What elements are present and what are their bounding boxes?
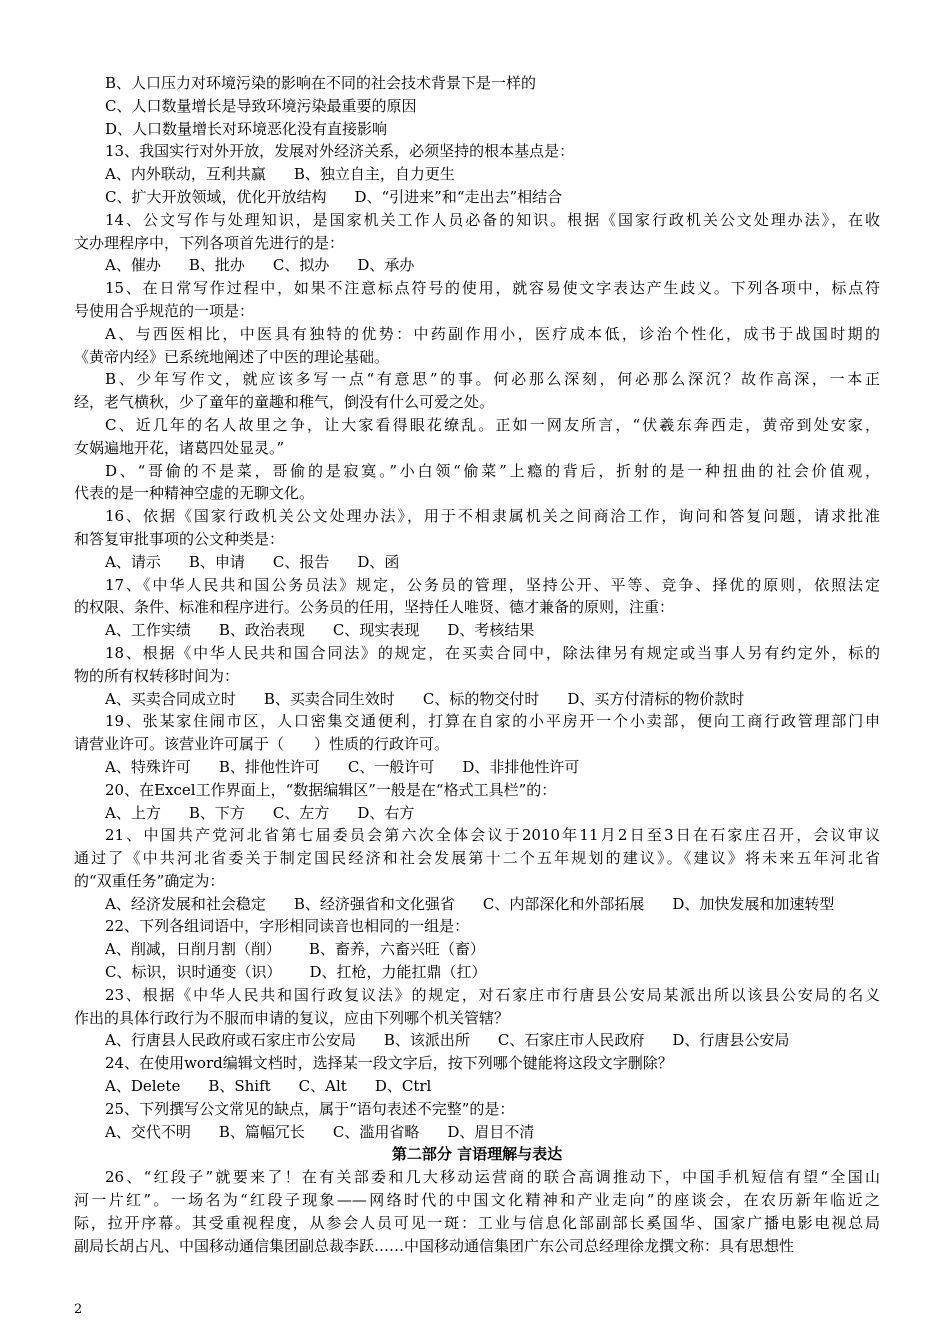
answer-options (74, 254, 880, 277)
answer-option: A、催办 (105, 256, 161, 275)
answer-options (74, 893, 880, 916)
answer-option: B、Shift (208, 1077, 271, 1096)
text-line: 通过了《中共河北省委关于制定国民经济和社会发展第十二个五年规划的建议》。《建议》将未来五年河北省 (74, 849, 880, 868)
answer-option: C、滥用省略 (332, 1122, 420, 1141)
answer-option: A、交代不明 (105, 1122, 191, 1141)
section-heading: 第二部分 言语理解与表达 (391, 1145, 563, 1164)
answer-option: A、上方 (105, 803, 161, 822)
answer-option: B、下方 (188, 803, 245, 822)
text-line: 物的所有权转移时间为： (74, 666, 240, 685)
answer-option: C、内部深化和外部拓展 (482, 894, 645, 913)
answer-option: B、篇幅冗长 (218, 1122, 305, 1141)
answer-option: C、左方 (272, 803, 330, 822)
text-line: 的“双重任务”确定为： (74, 871, 225, 890)
question-line: 25、下列撰写公文常见的缺点，属于“语句表述不完整”的是： (105, 1099, 515, 1118)
answer-option: A、经济发展和社会稳定 (105, 894, 266, 913)
question-line: 20、在Excel工作界面上，“数据编辑区”一般是在“格式工具栏”的： (105, 780, 557, 799)
question-line: D、“哥偷的不是菜，哥偷的是寂寞。”小白领“偷菜”上瘾的背后，折射的是一种扭曲的社会价值观， (105, 461, 880, 480)
question-line: 26、“红段子”就要来了！在有关部委和几大移动运营商的联合高调推动下，中国手机短信有望“全国山 (105, 1168, 880, 1187)
text-line: 号使用合乎规范的一项是： (74, 301, 255, 320)
text-line: 《黄帝内经》已系统地阐述了中医的理论基础。 (74, 347, 390, 366)
answer-options (74, 961, 880, 984)
answer-options (74, 1029, 880, 1052)
question-line: D、人口数量增长对环境恶化没有直接影响 (105, 119, 388, 138)
answer-options (74, 163, 880, 186)
question-line: A、与西医相比，中医具有独特的优势：中药副作用小，医疗成本低，诊治个性化，成书于战国时期的 (105, 324, 880, 343)
answer-option: D、行唐县公安局 (672, 1031, 790, 1050)
answer-option: C、一般许可 (347, 757, 435, 776)
answer-option: C、报告 (272, 552, 330, 571)
page-number: 2 (74, 1302, 83, 1317)
answer-option: B、申请 (188, 552, 245, 571)
answer-option: C、拟办 (272, 256, 330, 275)
question-line: 21、中国共产党河北省第七届委员会第六次全体会议于2010年11月2日至3日在石家庄召开，会议审议 (105, 826, 880, 845)
answer-option: D、右方 (357, 803, 415, 822)
question-line: 15、在日常写作过程中，如果不注意标点符号的使用，就容易使文字表达产生歧义。下列各项中，标点符 (105, 279, 880, 298)
answer-options (74, 756, 880, 779)
text-line: 经，老气横秋，少了童年的童趣和稚气，倒没有什么可爱之处。 (74, 393, 495, 412)
answer-option: B、买卖合同生效时 (263, 689, 395, 708)
answer-option: A、特殊许可 (105, 757, 191, 776)
answer-options (74, 1121, 880, 1144)
text-line: 河一片红”。一场名为“红段子现象——网络时代的中国文化精神和产业走向”的座谈会，在农历新年临近之 (74, 1191, 880, 1210)
question-line: 19、张某家住闹市区，人口密集交通便利，打算在自家的小平房开一个小卖部，便向工商行政管理部门申 (105, 712, 880, 731)
question-line: 22、下列各组词语中，字形相同读音也相同的一组是： (105, 917, 470, 936)
answer-options (74, 802, 880, 825)
answer-option: D、买方付清标的物价款时 (567, 689, 745, 708)
answer-option: C、石家庄市人民政府 (497, 1031, 645, 1050)
answer-option: D、“引进来”和“走出去”相结合 (354, 187, 563, 206)
answer-option: C、现实表现 (332, 621, 420, 640)
question-line: 16、依据《国家行政机关公文处理办法》，用于不相隶属机关之间商洽工作，询问和答复问题，请求批准 (105, 507, 880, 526)
answer-option: B、该派出所 (383, 1031, 470, 1050)
question-line: 17、《中华人民共和国公务员法》规定，公务员的管理，坚持公开、平等、竞争、择优的原则，依照法定 (105, 575, 880, 594)
answer-option: C、Alt (298, 1077, 347, 1096)
answer-option: B、经济强省和文化强省 (293, 894, 455, 913)
answer-option: D、考核结果 (447, 621, 535, 640)
answer-options (74, 186, 880, 209)
answer-option: A、工作实绩 (105, 621, 191, 640)
answer-option: D、承办 (357, 256, 415, 275)
question-line: 14、公文写作与处理知识，是国家机关工作人员必备的知识。根据《国家行政机关公文处理办法》，在收 (105, 210, 880, 229)
answer-option: B、独立自主，自力更生 (293, 165, 455, 184)
answer-option: C、标识，识时通变（识） (105, 963, 282, 982)
question-line: 24、在使用word编辑文档时，选择某一段文字后，按下列哪个键能将这段文字删除？ (105, 1054, 673, 1073)
answer-option: B、政治表现 (218, 621, 305, 640)
text-line: 的权限、条件、标准和程序进行。公务员的任用，坚持任人唯贤、德才兼备的原则，注重： (74, 598, 675, 617)
question-line: 23、根据《中华人民共和国行政复议法》的规定，对石家庄市行唐县公安局某派出所以该县公安局的名义 (105, 985, 880, 1004)
question-line: 13、我国实行对外开放，发展对外经济关系，必须坚持的根本基点是： (105, 142, 575, 161)
answer-option: A、Delete (105, 1077, 181, 1096)
answer-option: B、排他性许可 (218, 757, 320, 776)
question-line: 18、根据《中华人民共和国合同法》的规定，在买卖合同中，除法律另有规定或当事人另有约定外，标的 (105, 643, 880, 662)
question-line: C、近几年的名人故里之争，让大家看得眼花缭乱。正如一网友所言，“伏羲东奔西走，黄帝到处安家， (105, 415, 880, 434)
answer-option: C、扩大开放领域，优化开放结构 (105, 187, 327, 206)
question-line: B、少年写作文，就应该多写一点“有意思”的事。何必那么深刻，何必那么深沉？故作高深，一本正 (105, 370, 880, 389)
text-line: 副局长胡占凡、中国移动通信集团副总裁李跃……中国移动通信集团广东公司总经理徐龙撰文称：具有思想性 (74, 1236, 795, 1255)
text-line: 和答复审批事项的公文种类是： (74, 529, 285, 548)
text-line: 代表的是一种精神空虚的无聊文化。 (74, 484, 315, 503)
answer-option: D、函 (357, 552, 400, 571)
answer-option: A、行唐县人民政府或石家庄市公安局 (105, 1031, 356, 1050)
answer-option: D、扛枪，力能扛鼎（扛） (309, 963, 487, 982)
text-line: 文办理程序中，下列各项首先进行的是： (74, 233, 345, 252)
answer-option: A、请示 (105, 552, 161, 571)
question-line: B、人口压力对环境污染的影响在不同的社会技术背景下是一样的 (105, 74, 537, 92)
text-line: 作出的具体行政行为不服而申请的复议，应由下列哪个机关管辖？ (74, 1008, 510, 1027)
answer-options (74, 938, 880, 961)
answer-option: D、非排他性许可 (462, 757, 580, 776)
answer-options (74, 1075, 880, 1098)
text-line: 女娲遍地开花，诸葛四处显灵。” (74, 438, 285, 457)
text-line: 际，拉开序幕。其受重视程度，从参会人员可见一斑：工业与信息化部副部长奚国华、国家广播电影电视总局 (74, 1213, 880, 1232)
answer-option: A、买卖合同成立时 (105, 689, 236, 708)
answer-option: D、加快发展和加速转型 (672, 894, 835, 913)
answer-option: D、Ctrl (374, 1077, 432, 1096)
answer-option: C、标的物交付时 (422, 689, 540, 708)
page-content (74, 72, 880, 1257)
answer-option: D、眉目不清 (447, 1122, 535, 1141)
answer-option: A、削减，日削月割（削） (105, 940, 281, 959)
question-line: C、人口数量增长是导致环境污染最重要的原因 (105, 96, 417, 115)
answer-option: B、批办 (188, 256, 245, 275)
answer-option: B、畜养，六畜兴旺（畜） (308, 940, 485, 959)
answer-options (74, 619, 880, 642)
answer-options (74, 551, 880, 574)
answer-options (74, 688, 880, 711)
text-line: 请营业许可。该营业许可属于（ ）性质的行政许可。 (74, 735, 450, 754)
answer-option: A、内外联动，互利共赢 (105, 165, 266, 184)
